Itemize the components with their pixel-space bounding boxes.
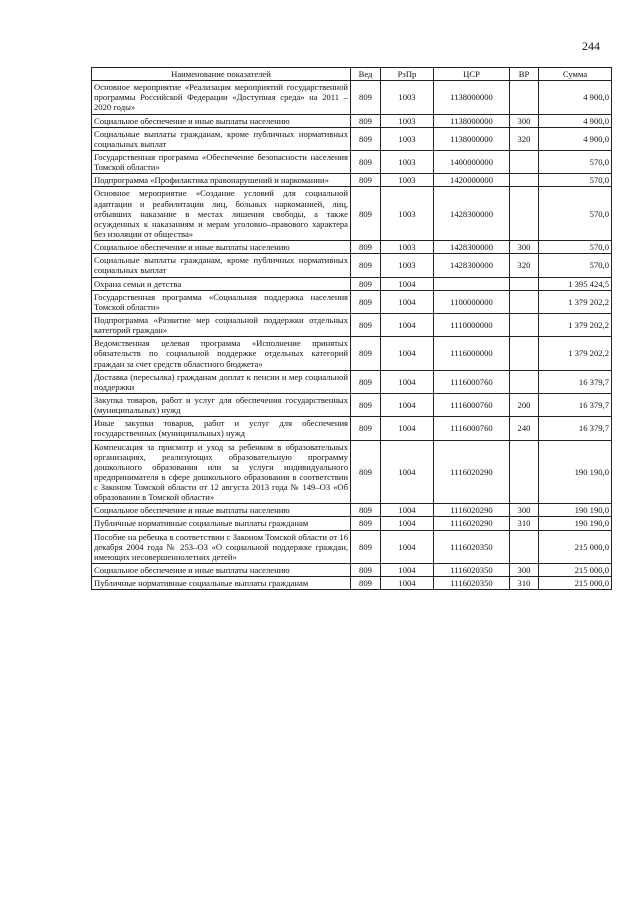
table-row xyxy=(92,370,612,393)
table-row xyxy=(92,150,612,173)
cell-sum: 190 190,0 xyxy=(539,504,612,517)
cell-vr xyxy=(510,530,539,563)
cell-name: Основное мероприятие «Реализация мероприятий государственной программы Российской Федерации «Доступная среда» на 2011 – 2020 годы» xyxy=(92,81,351,114)
cell-name: Социальное обеспечение и иные выплаты населению xyxy=(92,564,351,577)
table-header-row xyxy=(92,68,612,81)
cell-sum: 570,0 xyxy=(539,174,612,187)
table-row xyxy=(92,577,612,590)
cell-sum: 570,0 xyxy=(539,150,612,173)
table-row xyxy=(92,241,612,254)
cell-rzpr: 1003 xyxy=(381,174,434,187)
cell-sum: 4 900,0 xyxy=(539,114,612,127)
cell-sum: 16 379,7 xyxy=(539,370,612,393)
table-row xyxy=(92,187,612,241)
cell-vr xyxy=(510,290,539,313)
cell-rzpr: 1004 xyxy=(381,517,434,530)
cell-name: Социальные выплаты гражданам, кроме публичных нормативных социальных выплат xyxy=(92,127,351,150)
table-body xyxy=(92,81,612,590)
cell-vr: 300 xyxy=(510,114,539,127)
cell-ved: 809 xyxy=(351,370,381,393)
cell-rzpr: 1004 xyxy=(381,504,434,517)
cell-sum: 570,0 xyxy=(539,241,612,254)
cell-sum: 1 379 202,2 xyxy=(539,337,612,370)
header-name: Наименование показателей xyxy=(92,68,351,81)
cell-sum: 1 395 424,5 xyxy=(539,277,612,290)
cell-sum: 190 190,0 xyxy=(539,440,612,504)
cell-ved: 809 xyxy=(351,187,381,241)
cell-csr: 1116000760 xyxy=(434,417,510,440)
cell-rzpr: 1003 xyxy=(381,241,434,254)
cell-ved: 809 xyxy=(351,254,381,277)
cell-vr: 310 xyxy=(510,517,539,530)
cell-rzpr: 1004 xyxy=(381,313,434,336)
cell-csr: 1420000000 xyxy=(434,174,510,187)
header-sum: Сумма xyxy=(539,68,612,81)
cell-ved: 809 xyxy=(351,241,381,254)
cell-rzpr: 1004 xyxy=(381,577,434,590)
cell-vr xyxy=(510,440,539,504)
cell-sum: 16 379,7 xyxy=(539,393,612,416)
cell-name: Публичные нормативные социальные выплаты гражданам xyxy=(92,517,351,530)
cell-rzpr: 1004 xyxy=(381,564,434,577)
cell-sum: 16 379,7 xyxy=(539,417,612,440)
cell-ved: 809 xyxy=(351,577,381,590)
cell-rzpr: 1004 xyxy=(381,290,434,313)
cell-ved: 809 xyxy=(351,127,381,150)
page-number: 244 xyxy=(582,39,600,53)
table-row xyxy=(92,290,612,313)
cell-ved: 809 xyxy=(351,313,381,336)
cell-csr: 1116020350 xyxy=(434,577,510,590)
cell-name: Доставка (пересылка) гражданам доплат к пенсии и мер социальной поддержки xyxy=(92,370,351,393)
cell-name: Социальное обеспечение и иные выплаты населению xyxy=(92,114,351,127)
cell-csr: 1138000000 xyxy=(434,127,510,150)
table-row xyxy=(92,114,612,127)
cell-name: Социальные выплаты гражданам, кроме публичных нормативных социальных выплат xyxy=(92,254,351,277)
table-row xyxy=(92,81,612,114)
cell-name: Пособие на ребенка в соответствии с Законом Томской области от 16 декабря 2004 года № 253–ОЗ «О социальной поддержке граждан, имеющих несовершеннолетних детей» xyxy=(92,530,351,563)
cell-rzpr: 1004 xyxy=(381,277,434,290)
cell-name: Основное мероприятие «Создание условий для социальной адаптации и реабилитации лиц, больных наркоманией, лиц, отбывших наказание в местах лишения свободы, а также осужденных к наказаниям и мерам уголовно–правового характера без изоляции от общества» xyxy=(92,187,351,241)
cell-ved: 809 xyxy=(351,517,381,530)
cell-csr: 1116000760 xyxy=(434,370,510,393)
cell-vr: 200 xyxy=(510,393,539,416)
cell-vr: 300 xyxy=(510,504,539,517)
cell-name: Подпрограмма «Развитие мер социальной поддержки отдельных категорий граждан» xyxy=(92,313,351,336)
cell-rzpr: 1004 xyxy=(381,337,434,370)
cell-ved: 809 xyxy=(351,174,381,187)
cell-ved: 809 xyxy=(351,337,381,370)
cell-rzpr: 1004 xyxy=(381,440,434,504)
cell-sum: 215 000,0 xyxy=(539,577,612,590)
cell-sum: 215 000,0 xyxy=(539,564,612,577)
cell-rzpr: 1003 xyxy=(381,114,434,127)
cell-ved: 809 xyxy=(351,81,381,114)
cell-vr: 310 xyxy=(510,577,539,590)
cell-vr xyxy=(510,150,539,173)
cell-csr: 1428300000 xyxy=(434,241,510,254)
cell-vr xyxy=(510,187,539,241)
cell-csr: 1110000000 xyxy=(434,313,510,336)
table-row xyxy=(92,127,612,150)
table-row xyxy=(92,530,612,563)
cell-ved: 809 xyxy=(351,114,381,127)
cell-name: Компенсация за присмотр и уход за ребенком в образовательных организациях, реализующих образовательную программу дошкольного образования или за услуги индивидуального предпринимателя в сфере дошкольного образования в соответствии с Законом Томской области от 12 августа 2013 года № 149–ОЗ «Об образовании в Томской области» xyxy=(92,440,351,504)
table-row xyxy=(92,393,612,416)
cell-vr: 300 xyxy=(510,564,539,577)
cell-vr: 240 xyxy=(510,417,539,440)
cell-name: Социальное обеспечение и иные выплаты населению xyxy=(92,241,351,254)
cell-name: Государственная программа «Обеспечение безопасности населения Томской области» xyxy=(92,150,351,173)
cell-ved: 809 xyxy=(351,150,381,173)
cell-rzpr: 1004 xyxy=(381,393,434,416)
cell-vr xyxy=(510,174,539,187)
table-row xyxy=(92,277,612,290)
header-ved: Вед xyxy=(351,68,381,81)
cell-csr: 1116020290 xyxy=(434,504,510,517)
cell-rzpr: 1004 xyxy=(381,370,434,393)
cell-sum: 190 190,0 xyxy=(539,517,612,530)
cell-name: Закупка товаров, работ и услуг для обеспечения государственных (муниципальных) нужд xyxy=(92,393,351,416)
table-row xyxy=(92,440,612,504)
cell-ved: 809 xyxy=(351,277,381,290)
table-row xyxy=(92,254,612,277)
cell-ved: 809 xyxy=(351,417,381,440)
cell-name: Ведомственная целевая программа «Исполнение принятых обязательств по социальной поддержке отдельных категорий граждан за счет средств областного бюджета» xyxy=(92,337,351,370)
cell-rzpr: 1003 xyxy=(381,150,434,173)
cell-sum: 4 900,0 xyxy=(539,81,612,114)
cell-rzpr: 1003 xyxy=(381,127,434,150)
cell-vr: 300 xyxy=(510,241,539,254)
table-row xyxy=(92,174,612,187)
cell-csr: 1428300000 xyxy=(434,187,510,241)
header-csr: ЦСР xyxy=(434,68,510,81)
cell-vr xyxy=(510,337,539,370)
cell-name: Подпрограмма «Профилактика правонарушений и наркомании» xyxy=(92,174,351,187)
cell-vr xyxy=(510,277,539,290)
cell-csr xyxy=(434,277,510,290)
cell-csr: 1100000000 xyxy=(434,290,510,313)
cell-name: Публичные нормативные социальные выплаты гражданам xyxy=(92,577,351,590)
cell-sum: 570,0 xyxy=(539,187,612,241)
cell-rzpr: 1004 xyxy=(381,417,434,440)
budget-table xyxy=(91,67,612,590)
cell-sum: 1 379 202,2 xyxy=(539,290,612,313)
cell-rzpr: 1003 xyxy=(381,254,434,277)
cell-rzpr: 1003 xyxy=(381,81,434,114)
cell-csr: 1116000760 xyxy=(434,393,510,416)
cell-ved: 809 xyxy=(351,440,381,504)
cell-rzpr: 1004 xyxy=(381,530,434,563)
cell-csr: 1116020350 xyxy=(434,530,510,563)
table-row xyxy=(92,313,612,336)
cell-vr: 320 xyxy=(510,127,539,150)
table-row xyxy=(92,337,612,370)
table-row xyxy=(92,564,612,577)
cell-sum: 1 379 202,2 xyxy=(539,313,612,336)
cell-ved: 809 xyxy=(351,393,381,416)
cell-csr: 1428300000 xyxy=(434,254,510,277)
cell-csr: 1116020290 xyxy=(434,440,510,504)
cell-name: Охрана семьи и детства xyxy=(92,277,351,290)
cell-rzpr: 1003 xyxy=(381,187,434,241)
cell-vr xyxy=(510,81,539,114)
cell-name: Социальное обеспечение и иные выплаты населению xyxy=(92,504,351,517)
table-row xyxy=(92,517,612,530)
cell-sum: 215 000,0 xyxy=(539,530,612,563)
cell-ved: 809 xyxy=(351,564,381,577)
cell-sum: 4 900,0 xyxy=(539,127,612,150)
cell-ved: 809 xyxy=(351,530,381,563)
cell-name: Государственная программа «Социальная поддержка населения Томской области» xyxy=(92,290,351,313)
cell-csr: 1138000000 xyxy=(434,81,510,114)
cell-ved: 809 xyxy=(351,504,381,517)
table-row xyxy=(92,504,612,517)
cell-sum: 570,0 xyxy=(539,254,612,277)
cell-csr: 1138000000 xyxy=(434,114,510,127)
cell-name: Иные закупки товаров, работ и услуг для обеспечения государственных (муниципальных) нужд xyxy=(92,417,351,440)
cell-ved: 809 xyxy=(351,290,381,313)
header-rzpr: РзПр xyxy=(381,68,434,81)
header-vr: ВР xyxy=(510,68,539,81)
cell-vr: 320 xyxy=(510,254,539,277)
cell-csr: 1116020350 xyxy=(434,564,510,577)
cell-csr: 1116000000 xyxy=(434,337,510,370)
cell-vr xyxy=(510,313,539,336)
cell-vr xyxy=(510,370,539,393)
cell-csr: 1116020290 xyxy=(434,517,510,530)
cell-csr: 1400000000 xyxy=(434,150,510,173)
table-row xyxy=(92,417,612,440)
